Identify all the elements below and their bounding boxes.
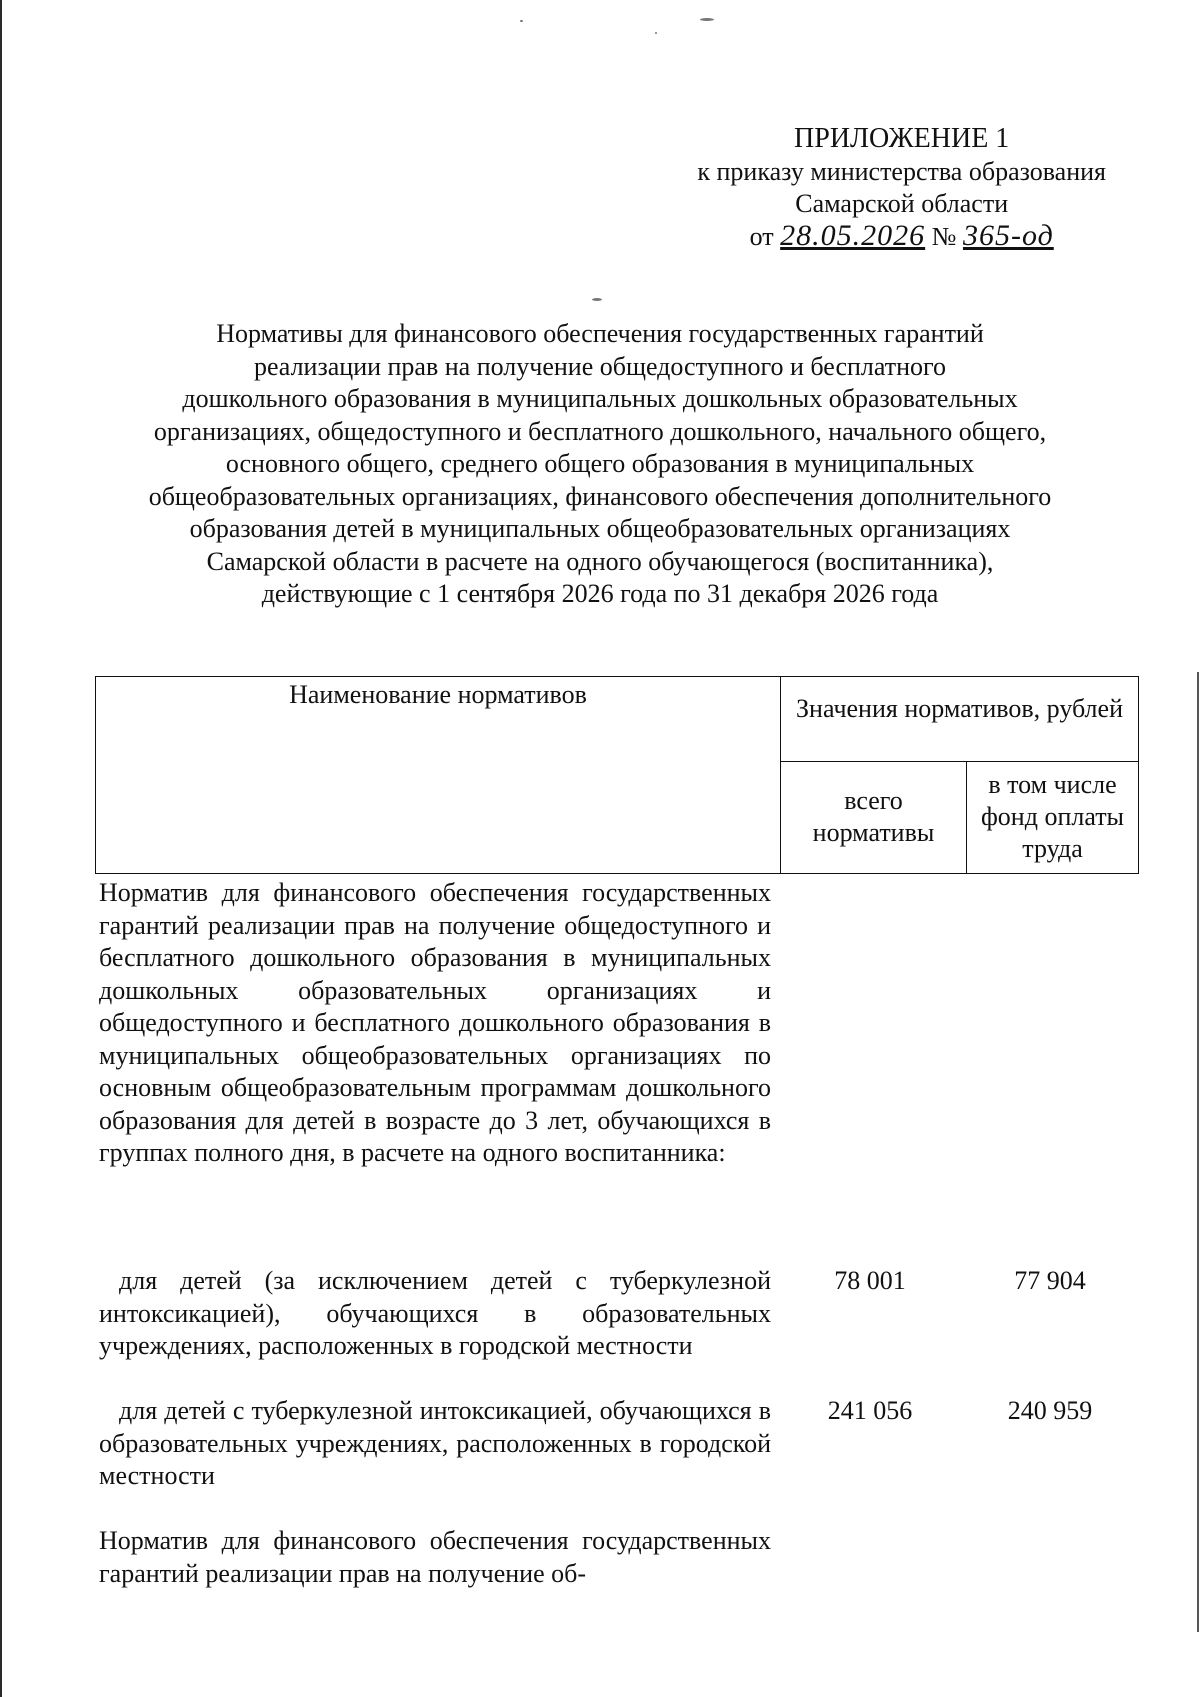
appendix-date-line [697, 220, 1106, 253]
title-line: основного общего, среднего общего образования в муниципальных [225, 449, 975, 478]
row-text: для детей с туберкулезной интоксикацией, обучающихся в образовательных учреждениях, расположенных в городской местности [99, 1396, 771, 1490]
title-line: реализации прав на получение общедоступного и бесплатного [253, 351, 947, 381]
row-text: для детей (за исключением детей с туберкулезной интоксикацией), обучающихся в образовательных учреждениях, расположенных в городской местности [99, 1266, 771, 1360]
title-line: общеобразовательных организациях, финансового обеспечения дополнительного [148, 481, 1052, 511]
row-text: Норматив для финансового обеспечения государственных гарантий реализации прав на получение об- [99, 1526, 771, 1588]
appendix-order-line: к приказу министерства образования [697, 157, 1106, 186]
title-line: Нормативы для финансового обеспечения государственных гарантий [216, 319, 984, 348]
handwritten-date: 28.05.2026 [780, 219, 926, 252]
row-text: Норматив для финансового обеспечения государственных гарантий реализации прав на получение общедоступного и бесплатного дошкольного образования в муниципальных дошкольных образовательных организациях и общедоступного и бесплатного дошкольного образования в муниципальных общеобразовательных организациях по основным общеобразовательным программам дошкольного образования для детей в возрасте до 3 лет, обучающихся в группах полного дня, в расчете на одного воспитанника: [99, 878, 771, 1167]
scan-left-edge [0, 0, 2, 1697]
appendix-region-line: Самарской области [795, 189, 1009, 218]
appendix-block [697, 122, 1106, 253]
handwritten-number: 365-од [962, 219, 1054, 252]
title-line: организациях, общедоступного и бесплатного дошкольного, начального общего, [153, 416, 1047, 446]
norms-table-header [95, 676, 1139, 874]
document-title [100, 318, 1100, 611]
scan-speck [520, 20, 523, 22]
scan-right-edge [1197, 672, 1199, 1632]
title-line: дошкольного образования в муниципальных дошкольных образовательных [182, 384, 1018, 413]
title-line: действующие с 1 сентября 2026 года по 31 декабря 2026 года [261, 579, 939, 608]
header-name: Наименование нормативов [96, 677, 781, 874]
header-fund: в том числе фонд оплаты труда [967, 761, 1139, 873]
scan-speck [592, 298, 602, 301]
scan-speck [655, 32, 657, 34]
header-total: всего нормативы [781, 761, 967, 873]
date-prefix: от [749, 222, 774, 251]
row-fund: 77 904 [1014, 1266, 1086, 1295]
row-total: 241 056 [827, 1396, 913, 1425]
scan-speck [700, 18, 714, 21]
number-sign: № [931, 222, 957, 251]
title-line: Самарской области в расчете на одного обучающегося (воспитанника), [206, 546, 994, 576]
title-line: образования детей в муниципальных общеобразовательных организациях [189, 514, 1011, 543]
row-fund: 240 959 [1007, 1396, 1093, 1425]
header-values-group: Значения нормативов, рублей [781, 677, 1139, 762]
appendix-title: ПРИЛОЖЕНИЕ 1 [794, 123, 1010, 154]
row-total: 78 001 [834, 1266, 906, 1295]
